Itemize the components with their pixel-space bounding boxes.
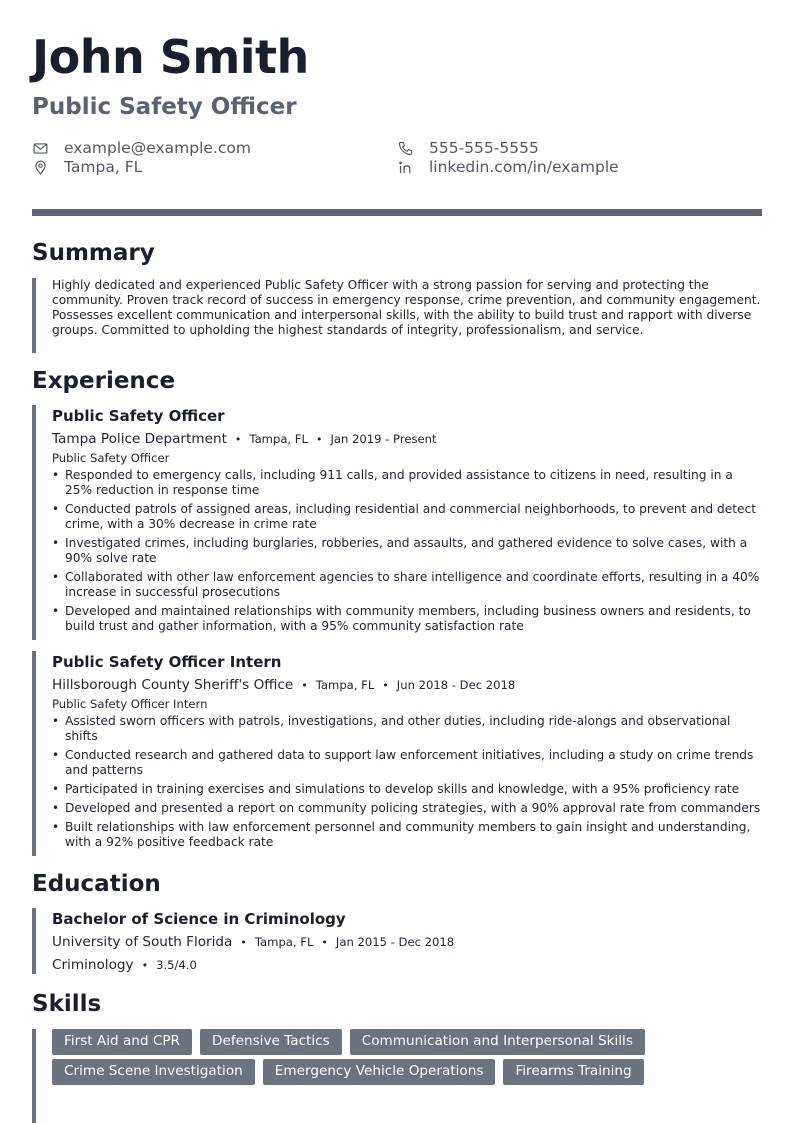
job-dates: Jan 2019 - Present	[330, 432, 437, 446]
skill-chip: Crime Scene Investigation	[52, 1059, 255, 1085]
job-location: Tampa, FL	[315, 678, 375, 692]
candidate-title: Public Safety Officer	[32, 94, 297, 120]
skill-chip: Communication and Interpersonal Skills	[350, 1029, 645, 1055]
job-location: Tampa, FL	[249, 432, 308, 446]
job-bullets	[52, 714, 762, 850]
contact-linkedin[interactable]	[397, 158, 619, 176]
job-subtitle: Public Safety Officer Intern	[52, 697, 208, 711]
job-subtitle: Public Safety Officer	[52, 451, 170, 465]
phone-icon	[397, 140, 414, 157]
contact-email-text: example@example.com	[64, 139, 251, 157]
education-field: Criminology	[52, 957, 134, 973]
education-field-row: Criminology • 3.5/4.0	[52, 957, 197, 973]
education-dates: Jan 2015 - Dec 2018	[335, 935, 455, 949]
experience-heading: Experience	[32, 368, 176, 394]
list-item: • Responded to emergency calls, including 911 calls, and provided assistance to citizens in need, resulting in a 25% reduction in response time	[52, 468, 762, 498]
skill-chip: First Aid and CPR	[52, 1029, 192, 1055]
job-title: Public Safety Officer Intern	[52, 653, 282, 671]
job-meta: Tampa Police Department • Tampa, FL • Jan 2019 - Present	[52, 431, 437, 447]
education-item	[32, 908, 762, 974]
experience-item	[32, 405, 762, 640]
map-pin-icon	[32, 159, 49, 176]
education-gpa: 3.5/4.0	[156, 958, 197, 972]
job-dates: Jun 2018 - Dec 2018	[396, 678, 516, 692]
job-meta: Hillsborough County Sheriff's Office • Tampa, FL • Jun 2018 - Dec 2018	[52, 677, 516, 693]
job-title: Public Safety Officer	[52, 407, 225, 425]
contact-phone[interactable]	[397, 139, 539, 157]
contact-location	[32, 158, 142, 176]
skill-chip: Defensive Tactics	[200, 1029, 342, 1055]
skill-chip: Firearms Training	[503, 1059, 643, 1085]
list-item: • Assisted sworn officers with patrols, investigations, and other duties, including ride-alongs and observational shifts	[52, 714, 762, 744]
contact-linkedin-text: linkedin.com/in/example	[429, 158, 619, 176]
contact-location-text: Tampa, FL	[64, 158, 143, 176]
contact-email[interactable]	[32, 139, 251, 157]
education-heading: Education	[32, 871, 161, 897]
skills-list	[52, 1029, 752, 1085]
experience-item	[32, 651, 762, 856]
contact-phone-text: 555-555-5555	[429, 139, 539, 157]
skills-heading: Skills	[32, 991, 102, 1017]
summary-text: Highly dedicated and experienced Public Safety Officer with a strong passion for serving and protecting the community. Proven track record of success in emergency response, crime prevention, and community engagement. Possesses excellent communication and interpersonal skills, with the ability to build trust and rapport with diverse groups. Committed to upholding the highest standards of integrity, professionalism, and service.	[52, 278, 761, 337]
list-item: • Developed and presented a report on community policing strategies, with a 90% approval rate from commanders	[52, 801, 762, 816]
job-bullets	[52, 468, 762, 634]
mail-icon	[32, 140, 49, 157]
job-company: Tampa Police Department	[52, 431, 227, 447]
summary-heading: Summary	[32, 240, 155, 266]
list-item: • Conducted research and gathered data to support law enforcement initiatives, including a study on crime trends and patterns	[52, 748, 762, 778]
header-divider	[32, 209, 762, 216]
job-company: Hillsborough County Sheriff's Office	[52, 677, 294, 693]
school-location: Tampa, FL	[254, 935, 314, 949]
list-item: • Investigated crimes, including burglaries, robberies, and assaults, and gathered evidence to solve cases, with a 90% solve rate	[52, 536, 762, 566]
education-meta: University of South Florida • Tampa, FL • Jan 2015 - Dec 2018	[52, 934, 455, 950]
list-item: • Built relationships with law enforcement personnel and community members to gain insight and understanding, with a 92% positive feedback rate	[52, 820, 762, 850]
list-item: • Participated in training exercises and simulations to develop skills and knowledge, with a 95% proficiency rate	[52, 782, 762, 797]
list-item: • Collaborated with other law enforcement agencies to share intelligence and coordinate efforts, resulting in a 40% increase in successful prosecutions	[52, 570, 762, 600]
skills-section	[32, 1029, 762, 1123]
summary-section	[32, 278, 762, 353]
degree-title: Bachelor of Science in Criminology	[52, 910, 346, 928]
list-item: • Conducted patrols of assigned areas, including residential and commercial neighborhoods, to prevent and detect crime, with a 30% decrease in crime rate	[52, 502, 762, 532]
linkedin-icon	[397, 159, 414, 176]
candidate-name: John Smith	[32, 30, 309, 84]
list-item: • Developed and maintained relationships with community members, including business owners and residents, to build trust and gather information, with a 95% community satisfaction rate	[52, 604, 762, 634]
school-name: University of South Florida	[52, 934, 233, 950]
skill-chip: Emergency Vehicle Operations	[263, 1059, 496, 1085]
